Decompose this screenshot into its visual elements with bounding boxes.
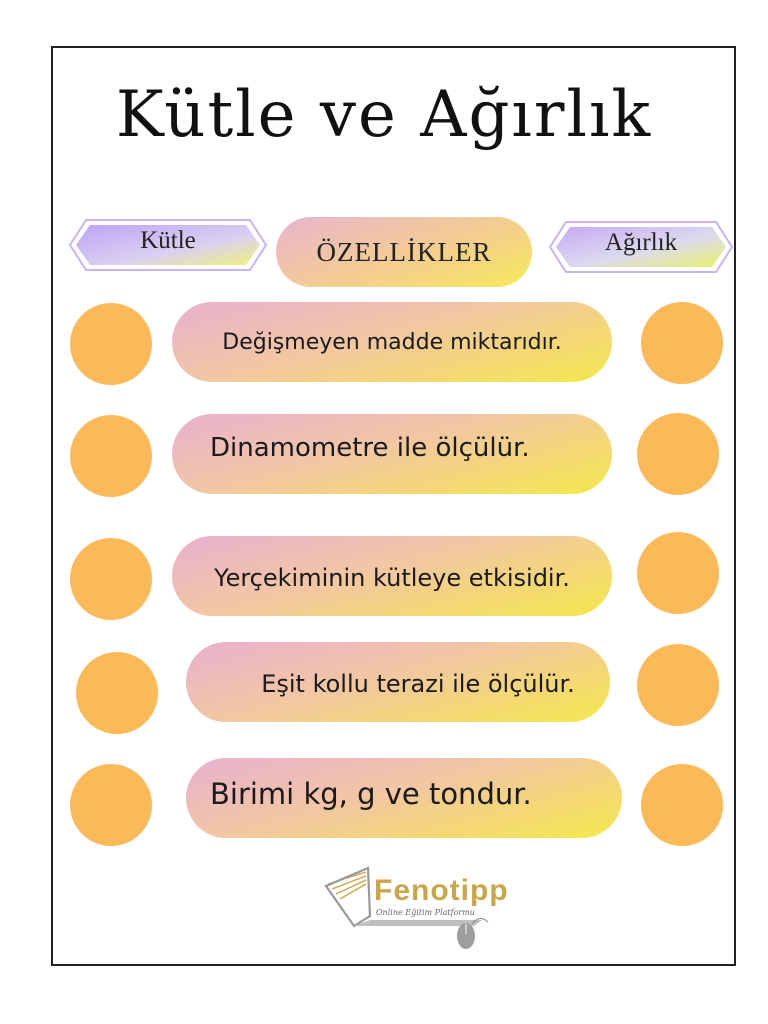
property-item-3 <box>172 536 612 616</box>
property-text-1: Değişmeyen madde miktarıdır. <box>222 329 562 355</box>
answer-circle-right-1[interactable] <box>641 302 723 384</box>
answer-circle-right-5[interactable] <box>641 764 723 846</box>
answer-circle-left-1[interactable] <box>70 303 152 385</box>
answer-circle-left-2[interactable] <box>70 415 152 497</box>
answer-circle-right-3[interactable] <box>637 532 719 614</box>
answer-circle-left-5[interactable] <box>70 764 152 846</box>
property-text-2: Dinamometre ile ölçülür. <box>210 433 530 463</box>
property-item-2 <box>172 414 612 494</box>
fenotipp-logo <box>324 862 534 954</box>
property-text-5: Birimi kg, g ve tondur. <box>210 777 532 811</box>
property-item-1 <box>172 302 612 382</box>
page-title: Kütle ve Ağırlık <box>115 78 653 152</box>
logo-subtitle: Online Eğitim Platformu <box>376 908 475 917</box>
property-text-3: Yerçekiminin kütleye etkisidir. <box>214 564 570 592</box>
tag-agirlik-label: Ağırlık <box>604 229 678 256</box>
property-item-5 <box>186 758 622 838</box>
answer-circle-left-3[interactable] <box>70 538 152 620</box>
answer-circle-right-4[interactable] <box>637 644 719 726</box>
answer-circle-right-2[interactable] <box>637 413 719 495</box>
property-text-4: Eşit kollu terazi ile ölçülür. <box>261 670 575 698</box>
tag-agirlik <box>548 220 734 274</box>
property-item-4 <box>186 642 610 722</box>
tag-kutle <box>68 218 268 272</box>
answer-circle-left-4[interactable] <box>76 652 158 734</box>
tag-ozellikler: ÖZELLİKLER <box>276 217 532 287</box>
tag-kutle-label: Kütle <box>140 227 196 254</box>
logo-name: Fenotipp <box>374 874 509 907</box>
